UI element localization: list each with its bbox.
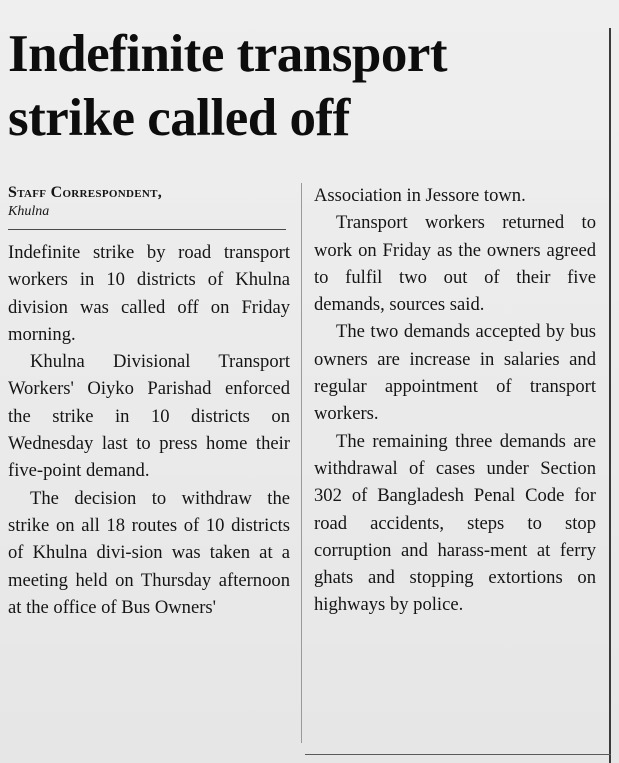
headline xyxy=(8,22,608,150)
column-divider xyxy=(301,183,302,743)
byline-divider xyxy=(8,229,286,230)
dateline: Khulna xyxy=(8,204,50,219)
left-column xyxy=(8,183,290,621)
byline: Staff Correspondent, xyxy=(8,184,163,201)
paragraph-2: Khulna Divisional Transport Workers' Oiyko Parishad enforced the strike in 10 districts on Wednesday last to press home their five-point demand. xyxy=(8,351,290,482)
bottom-border-rule xyxy=(305,754,611,755)
paragraph-3-continued: Association in Jessore town. xyxy=(314,185,526,206)
paragraph-4: Transport workers returned to work on Friday as the owners agreed to fulfil two out of their five demands, sources said. xyxy=(314,212,596,316)
headline-line-1: Indefinite transport xyxy=(8,25,448,83)
headline-line-2: strike called off xyxy=(8,89,350,147)
paragraph-3: The decision to withdraw the strike on all 18 routes of 10 districts of Khulna divi-sion was taken at a meeting held on Thursday afternoon at the office of Bus Owners' xyxy=(8,487,290,618)
right-border-rule xyxy=(609,28,611,763)
paragraph-5: The two demands accepted by bus owners are increase in salaries and regular appointment of transport workers. xyxy=(314,321,596,425)
paragraph-1: Indefinite strike by road transport workers in 10 districts of Khulna division was called off on Friday morning. xyxy=(8,242,290,345)
right-column xyxy=(314,182,596,619)
paragraph-6: The remaining three demands are withdrawal of cases under Section 302 of Bangladesh Penal Code for road accidents, steps to stop corruption and harass-ment at ferry ghats and stopping extortions on highways by police. xyxy=(314,430,596,616)
